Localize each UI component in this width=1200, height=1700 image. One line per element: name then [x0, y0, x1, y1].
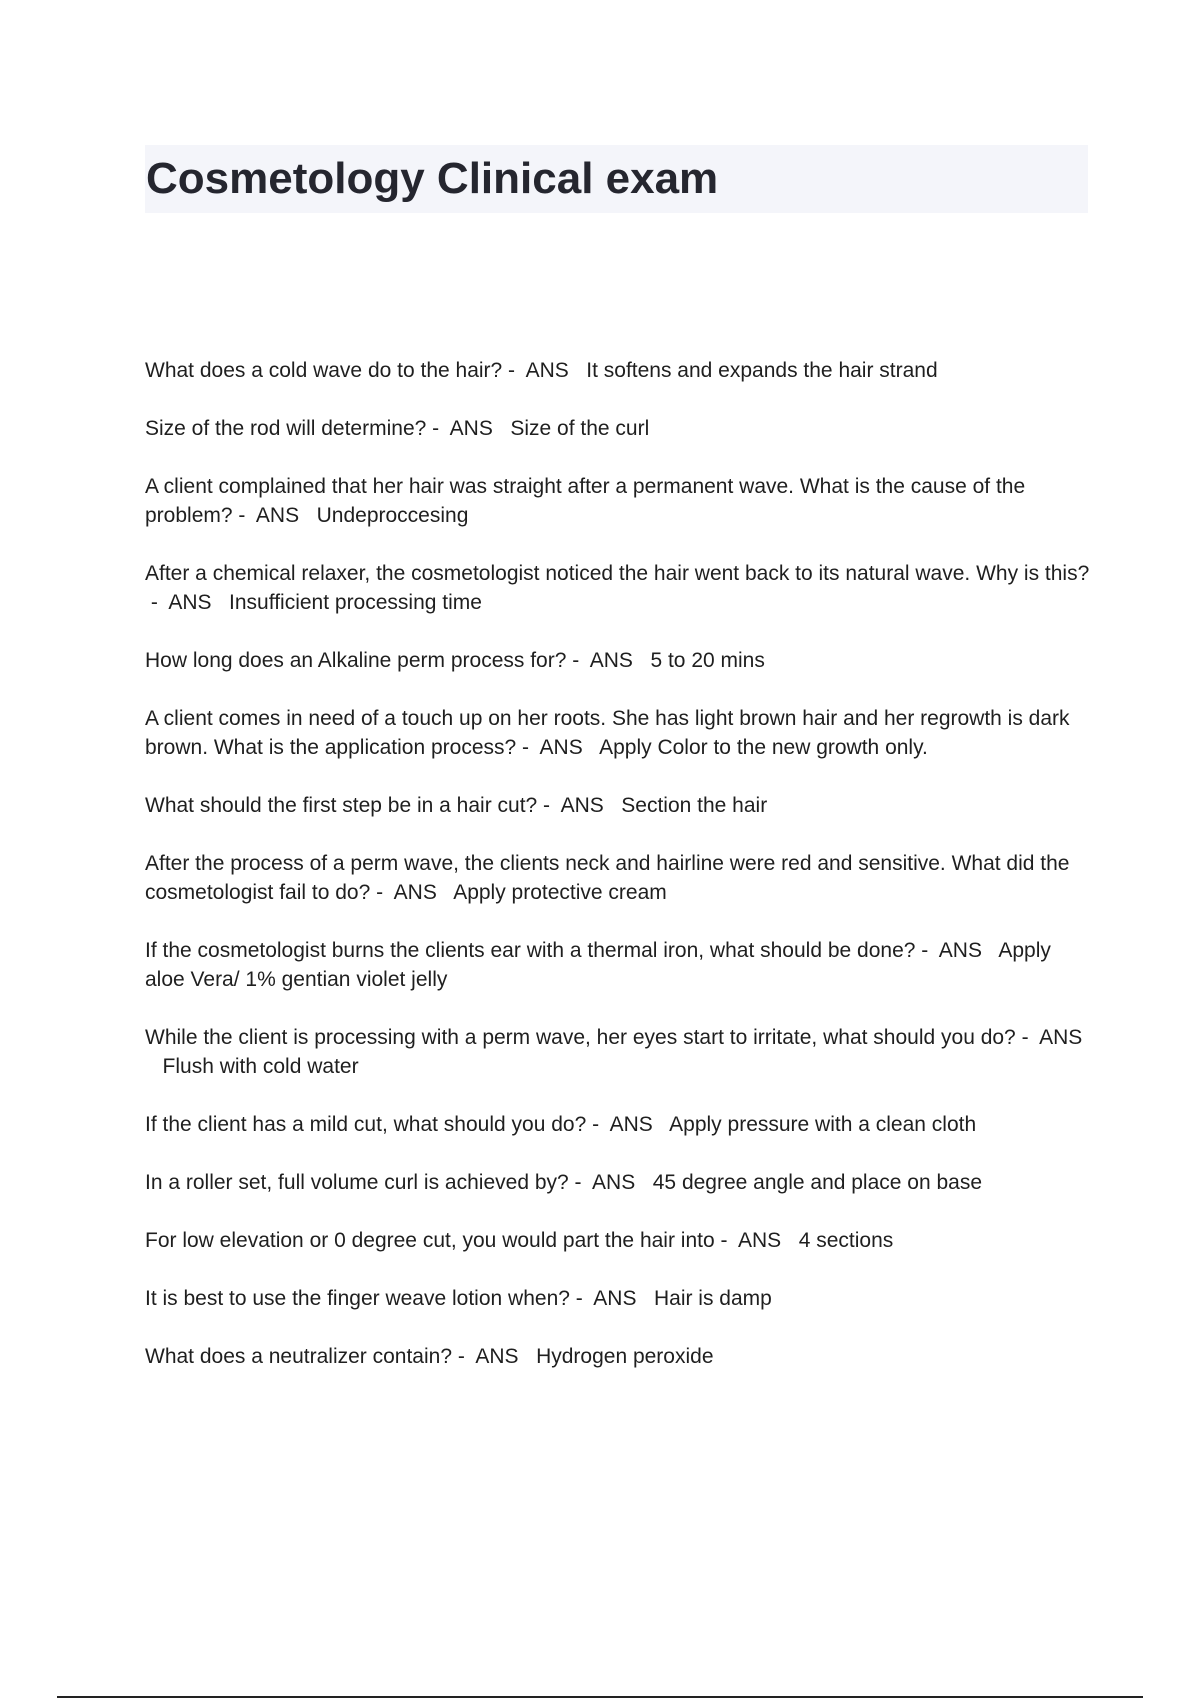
qa-item: In a roller set, full volume curl is achieved by? - ANS 45 degree angle and place on base	[145, 1171, 983, 1194]
qa-question: In a roller set, full volume curl is achieved by?	[145, 1171, 569, 1194]
qa-answer-marker: ANS	[393, 881, 437, 904]
qa-item: If the cosmetologist burns the clients ear with a thermal iron, what should be done? - ANS Apply aloe Vera/ 1% gentian violet jelly	[145, 939, 1051, 991]
qa-answer: Hydrogen peroxide	[536, 1345, 714, 1368]
qa-item: After a chemical relaxer, the cosmetologist noticed the hair went back to its natural wave. Why is this? - ANS Insufficient processing time	[145, 562, 1090, 614]
qa-answer-marker: ANS	[539, 736, 583, 759]
qa-item: A client comes in need of a touch up on her roots. She has light brown hair and her regrowth is dark brown. What is the application process? - ANS Apply Color to the new growth only.	[145, 707, 1070, 759]
qa-question: What does a neutralizer contain?	[145, 1345, 453, 1368]
qa-question: Size of the rod will determine?	[145, 417, 427, 440]
footer-divider	[57, 1696, 1143, 1698]
qa-answer: Apply protective cream	[453, 881, 667, 904]
qa-answer-marker: ANS	[560, 794, 604, 817]
qa-question: A client complained that her hair was straight after a permanent wave. What is the cause of the problem?	[145, 475, 1026, 527]
qa-list	[145, 356, 1095, 1400]
qa-question: How long does an Alkaline perm process for?	[145, 649, 567, 672]
qa-question: It is best to use the finger weave lotion when?	[145, 1287, 570, 1310]
qa-answer-marker: ANS	[738, 1229, 782, 1252]
qa-question: What should the first step be in a hair cut?	[145, 794, 538, 817]
document-title: Cosmetology Clinical exam	[146, 154, 719, 203]
qa-answer-marker: ANS	[255, 504, 300, 527]
qa-answer: Section the hair	[621, 794, 768, 817]
qa-question: What does a cold wave do to the hair?	[145, 359, 503, 382]
qa-question: After a chemical relaxer, the cosmetologist noticed the hair went back to its natural wave. Why is this?	[145, 562, 1090, 585]
qa-answer: Insufficient processing time	[229, 591, 482, 614]
qa-question: After the process of a perm wave, the clients neck and hairline were red and sensitive. What did the cosmetologist fail to do?	[145, 852, 1070, 904]
qa-question: For low elevation or 0 degree cut, you would part the hair into	[145, 1229, 715, 1252]
qa-answer: 45 degree angle and place on base	[652, 1171, 983, 1194]
qa-question: If the client has a mild cut, what should you do?	[145, 1113, 587, 1136]
qa-question: While the client is processing with a perm wave, her eyes start to irritate, what should you do?	[145, 1026, 1016, 1049]
qa-answer-marker: ANS	[449, 417, 493, 440]
qa-answer: It softens and expands the hair strand	[586, 359, 938, 382]
qa-answer-marker: ANS	[938, 939, 982, 962]
qa-answer: Undeproccesing	[316, 504, 469, 527]
qa-answer: Apply pressure with a clean cloth	[669, 1113, 977, 1136]
qa-item: How long does an Alkaline perm process for? - ANS 5 to 20 mins	[145, 649, 765, 672]
qa-answer: 5 to 20 mins	[650, 649, 765, 672]
qa-answer-marker: ANS	[525, 359, 569, 382]
qa-answer: Hair is damp	[653, 1287, 772, 1310]
qa-item: If the client has a mild cut, what should you do? - ANS Apply pressure with a clean cloth	[145, 1113, 977, 1136]
qa-answer: Apply Color to the new growth only.	[599, 736, 928, 759]
qa-item: A client complained that her hair was straight after a permanent wave. What is the cause of the problem? - ANS Undeproccesing	[145, 475, 1026, 527]
qa-answer-marker: ANS	[609, 1113, 653, 1136]
qa-answer-marker: ANS	[1039, 1026, 1083, 1049]
qa-answer-marker: ANS	[589, 649, 633, 672]
qa-item: What does a cold wave do to the hair? - ANS It softens and expands the hair strand	[145, 359, 938, 382]
qa-question: If the cosmetologist burns the clients ear with a thermal iron, what should be done?	[145, 939, 916, 962]
qa-answer: Flush with cold water	[162, 1055, 359, 1078]
qa-item: What should the first step be in a hair cut? - ANS Section the hair	[145, 794, 768, 817]
qa-item: It is best to use the finger weave lotion when? - ANS Hair is damp	[145, 1287, 772, 1310]
qa-answer: 4 sections	[798, 1229, 894, 1252]
qa-answer-marker: ANS	[593, 1287, 637, 1310]
qa-item: While the client is processing with a perm wave, her eyes start to irritate, what should you do? - ANS Flush with cold water	[145, 1026, 1083, 1078]
qa-item: What does a neutralizer contain? - ANS Hydrogen peroxide	[145, 1345, 714, 1368]
qa-question: A client comes in need of a touch up on her roots. She has light brown hair and her regrowth is dark brown. What is the application process?	[145, 707, 1070, 759]
qa-answer: Apply aloe Vera/ 1% gentian violet jelly	[145, 939, 1051, 991]
qa-answer-marker: ANS	[592, 1171, 636, 1194]
qa-item: Size of the rod will determine? - ANS Size of the curl	[145, 417, 650, 440]
title-banner	[145, 145, 1088, 213]
qa-answer: Size of the curl	[510, 417, 650, 440]
qa-item: For low elevation or 0 degree cut, you would part the hair into - ANS 4 sections	[145, 1229, 894, 1252]
qa-answer-marker: ANS	[475, 1345, 519, 1368]
qa-item: After the process of a perm wave, the clients neck and hairline were red and sensitive. What did the cosmetologist fail to do? - ANS Apply protective cream	[145, 852, 1070, 904]
qa-answer-marker: ANS	[168, 591, 212, 614]
